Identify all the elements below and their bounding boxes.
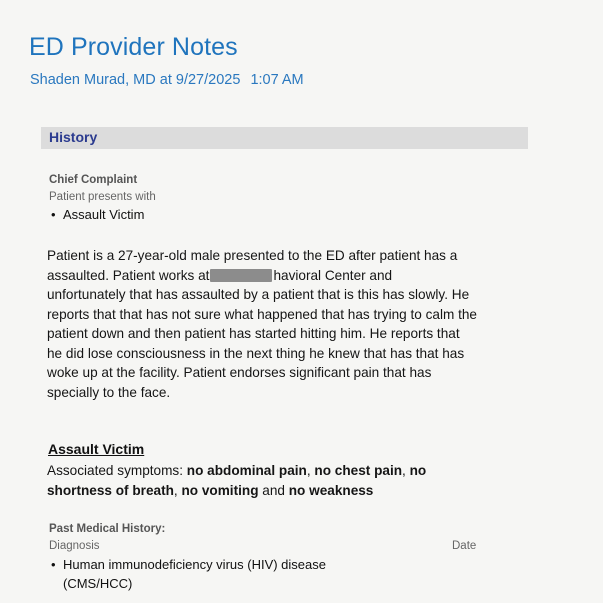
narrative-fragment: havioral Center and [273, 267, 393, 283]
pmh-heading: Past Medical History: [49, 523, 166, 535]
narrative-line: woke up at the facility. Patient endorses significant pain that has [47, 365, 432, 380]
provider-name: Shaden Murad, MD [30, 72, 156, 88]
pmh-diagnosis-column: Diagnosis [49, 540, 100, 552]
narrative-line: he did lose consciousness in the next thing he knew that has that has [47, 345, 465, 361]
bullet-icon: • [51, 557, 56, 572]
pmh-date-column: Date [452, 540, 477, 552]
pmh-item [51, 557, 326, 572]
symptom: no chest pain [314, 463, 403, 478]
pmh-item-continuation: (CMS/HCC) [63, 576, 133, 591]
assault-victim-heading: Assault Victim [48, 441, 145, 457]
pmh-diagnosis-text: Human immunodeficiency virus (HIV) disease [63, 557, 326, 572]
symptoms-line: shortness of breath, no vomiting and no weakness [47, 482, 374, 498]
note-byline [30, 72, 304, 88]
redaction-box [210, 269, 272, 282]
symptom: no vomiting [181, 482, 259, 498]
narrative-line: Patient is a 27-year-old male presented to the ED after patient has a [47, 248, 458, 263]
complaint-text: Assault Victim [63, 207, 145, 222]
history-section-header [41, 127, 528, 149]
history-label: History [49, 129, 98, 145]
bullet-icon: • [51, 207, 56, 222]
symptom: no weakness [288, 482, 374, 498]
narrative-line: patient down and then patient has started hitting him. He reports that [47, 326, 460, 341]
narrative-line: reports that that has not sure what happened that has trying to calm the [47, 306, 477, 322]
symptom: shortness of breath [47, 482, 174, 498]
note-title: ED Provider Notes [29, 33, 238, 61]
narrative-line: specially to the face. [47, 384, 171, 400]
hpi-narrative [47, 246, 547, 402]
narrative-line: unfortunately that has assaulted by a patient that is this has slowly. He [47, 287, 470, 302]
associated-symptoms [47, 461, 567, 500]
note-date: at 9/27/2025 [159, 72, 241, 88]
symptoms-line: Associated symptoms: no abdominal pain, no chest pain, no [47, 463, 427, 478]
symptoms-prefix: Associated symptoms: [47, 463, 187, 478]
narrative-fragment: assaulted. Patient works at [47, 267, 210, 283]
chief-complaint-item [51, 207, 144, 222]
note-time: 1:07 AM [250, 72, 304, 88]
presents-with-label: Patient presents with [49, 191, 156, 203]
narrative-line [47, 266, 547, 286]
symptoms-joiner: and [262, 482, 285, 498]
symptom: no abdominal pain [186, 463, 307, 478]
symptom: no [409, 463, 427, 478]
chief-complaint-heading: Chief Complaint [49, 174, 138, 186]
